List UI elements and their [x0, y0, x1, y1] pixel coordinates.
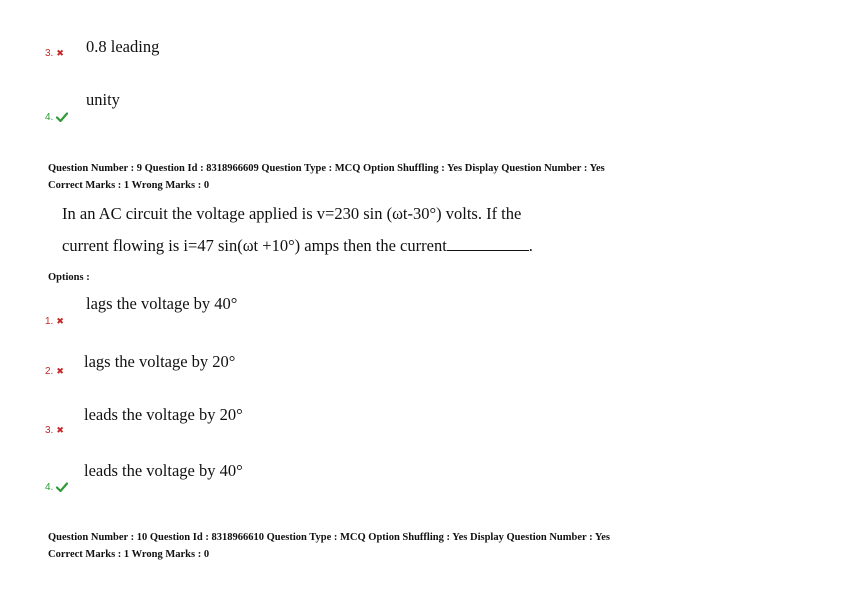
option-number: 3.: [45, 48, 54, 59]
option-number-2: [45, 366, 64, 378]
cross-icon: ✖: [56, 366, 64, 377]
options-label: Options :: [48, 272, 90, 283]
option-number-4: [45, 482, 68, 494]
option-text-prev-4: unity: [86, 90, 120, 109]
option-text-prev-3: 0.8 leading: [86, 37, 160, 56]
cross-icon: ✖: [56, 316, 64, 327]
question-meta-line2: Correct Marks : 1 Wrong Marks : 0: [48, 180, 210, 191]
question-10-meta-line1: Question Number : 10 Question Id : 8318966610 Question Type : MCQ Option Shuffling : Yes Display Question Number : Yes: [48, 532, 611, 543]
option-number-prev-3: [45, 48, 64, 60]
option-text-4: leads the voltage by 40°: [84, 461, 243, 480]
cross-icon: ✖: [56, 425, 64, 436]
answer-blank: [447, 238, 529, 251]
question-text-line1: In an AC circuit the voltage applied is v=230 sin (ωt-30°) volts. If the: [62, 204, 522, 223]
check-icon: [56, 112, 68, 122]
option-number: 4.: [45, 482, 54, 493]
option-number: 4.: [45, 112, 54, 123]
question-text-line2-end: .: [528, 236, 533, 255]
question-meta-line1: Question Number : 9 Question Id : 8318966609 Question Type : MCQ Option Shuffling : Yes Display Question Number : Yes: [48, 163, 605, 174]
option-number: 3.: [45, 425, 54, 436]
option-number-prev-4: [45, 112, 68, 124]
option-number: 1.: [45, 316, 54, 327]
option-number: 2.: [45, 366, 54, 377]
check-icon: [56, 482, 68, 492]
question-text-line2-body: current flowing is i=47 sin(ωt +10°) amps then the current: [62, 236, 447, 255]
option-number-3: [45, 425, 64, 437]
option-number-1: [45, 316, 64, 328]
question-10-meta-line2: Correct Marks : 1 Wrong Marks : 0: [48, 549, 210, 560]
option-text-1: lags the voltage by 40°: [86, 294, 238, 313]
cross-icon: ✖: [56, 48, 64, 59]
option-text-2: lags the voltage by 20°: [84, 352, 236, 371]
question-text-line2: [62, 236, 533, 256]
option-text-3: leads the voltage by 20°: [84, 405, 243, 424]
